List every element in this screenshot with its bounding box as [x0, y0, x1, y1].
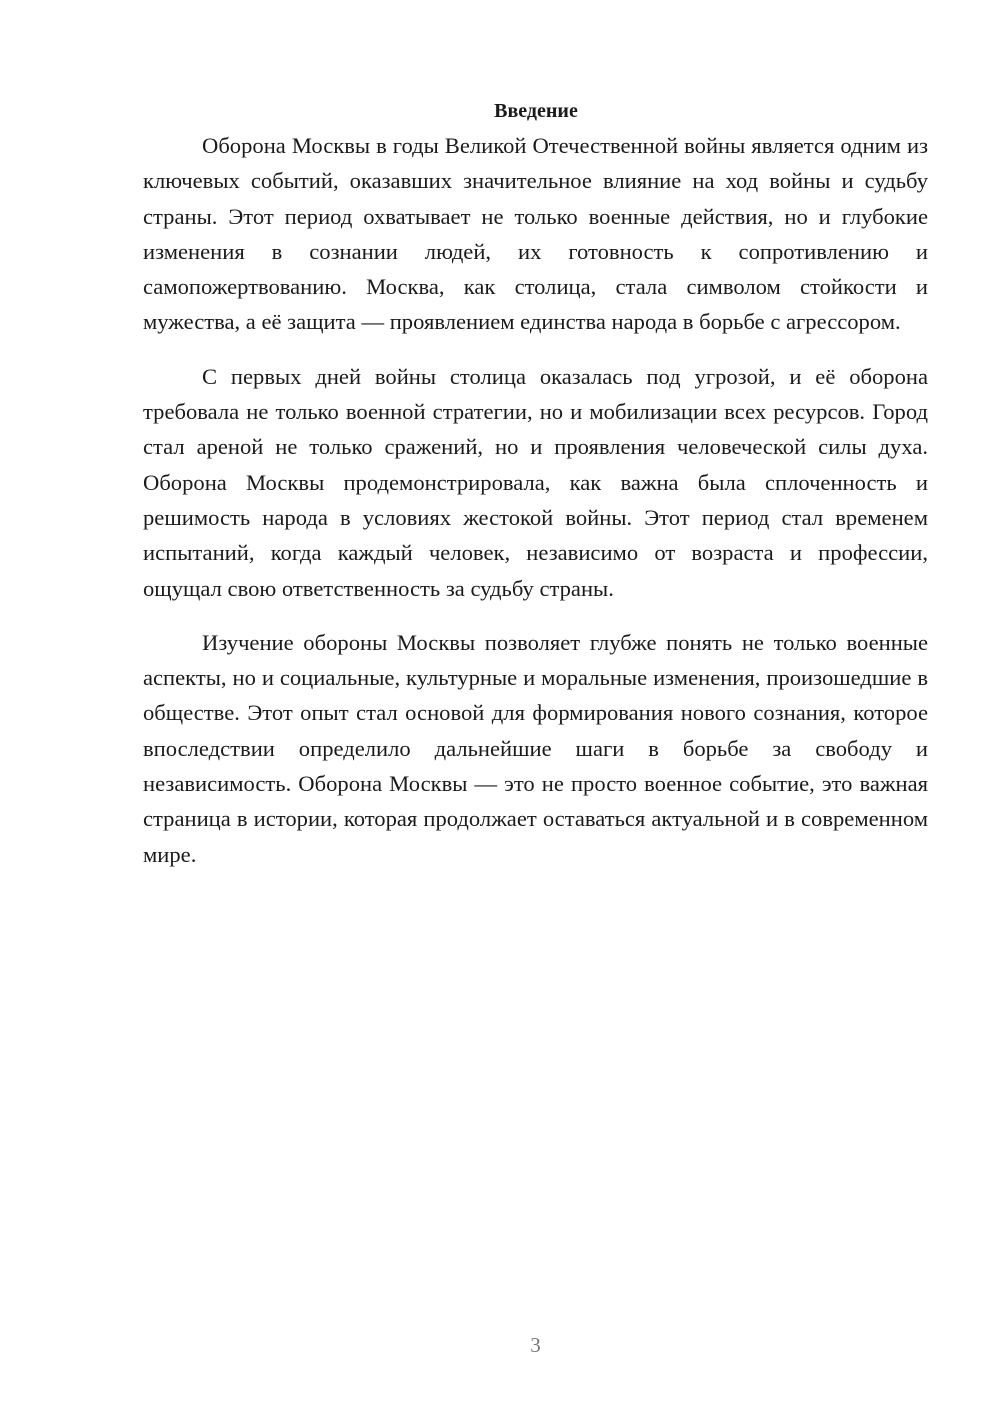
paragraph-1: Оборона Москвы в годы Великой Отечественной войны является одним из ключевых событий, оказавших значительное влияние на ход войны и судьбу страны. Этот период охватывает не только военные действия, но и глубокие изменения в сознании людей, их готовность к сопротивлению и самопожертвованию. Москва, как столица, стала символом стойкости и мужества, а её защита — проявлением единства народа в борьбе с агрессором. [143, 133, 928, 335]
section-heading: Введение [494, 100, 578, 122]
page-content [143, 96, 928, 872]
paragraph-3: Изучение обороны Москвы позволяет глубже понять не только военные аспекты, но и социальные, культурные и моральные изменения, произошедшие в обществе. Этот опыт стал основой для формирования нового сознания, которое впоследствии определило дальнейшие шаги в борьбе за свободу и независимость. Оборона Москвы — это не просто военное событие, это важная страница в истории, которая продолжает оставаться актуальной и в современном мире. [143, 629, 928, 867]
page-number: 3 [530, 1333, 541, 1357]
paragraph-2: С первых дней войны столица оказалась под угрозой, и её оборона требовала не только военной стратегии, но и мобилизации всех ресурсов. Город стал ареной не только сражений, но и проявления человеческой силы духа. Оборона Москвы продемонстрировала, как важна была сплоченность и решимость народа в условиях жестокой войны. Этот период стал временем испытаний, когда каждый человек, независимо от возраста и профессии, ощущал свою ответственность за судьбу страны. [143, 363, 928, 601]
